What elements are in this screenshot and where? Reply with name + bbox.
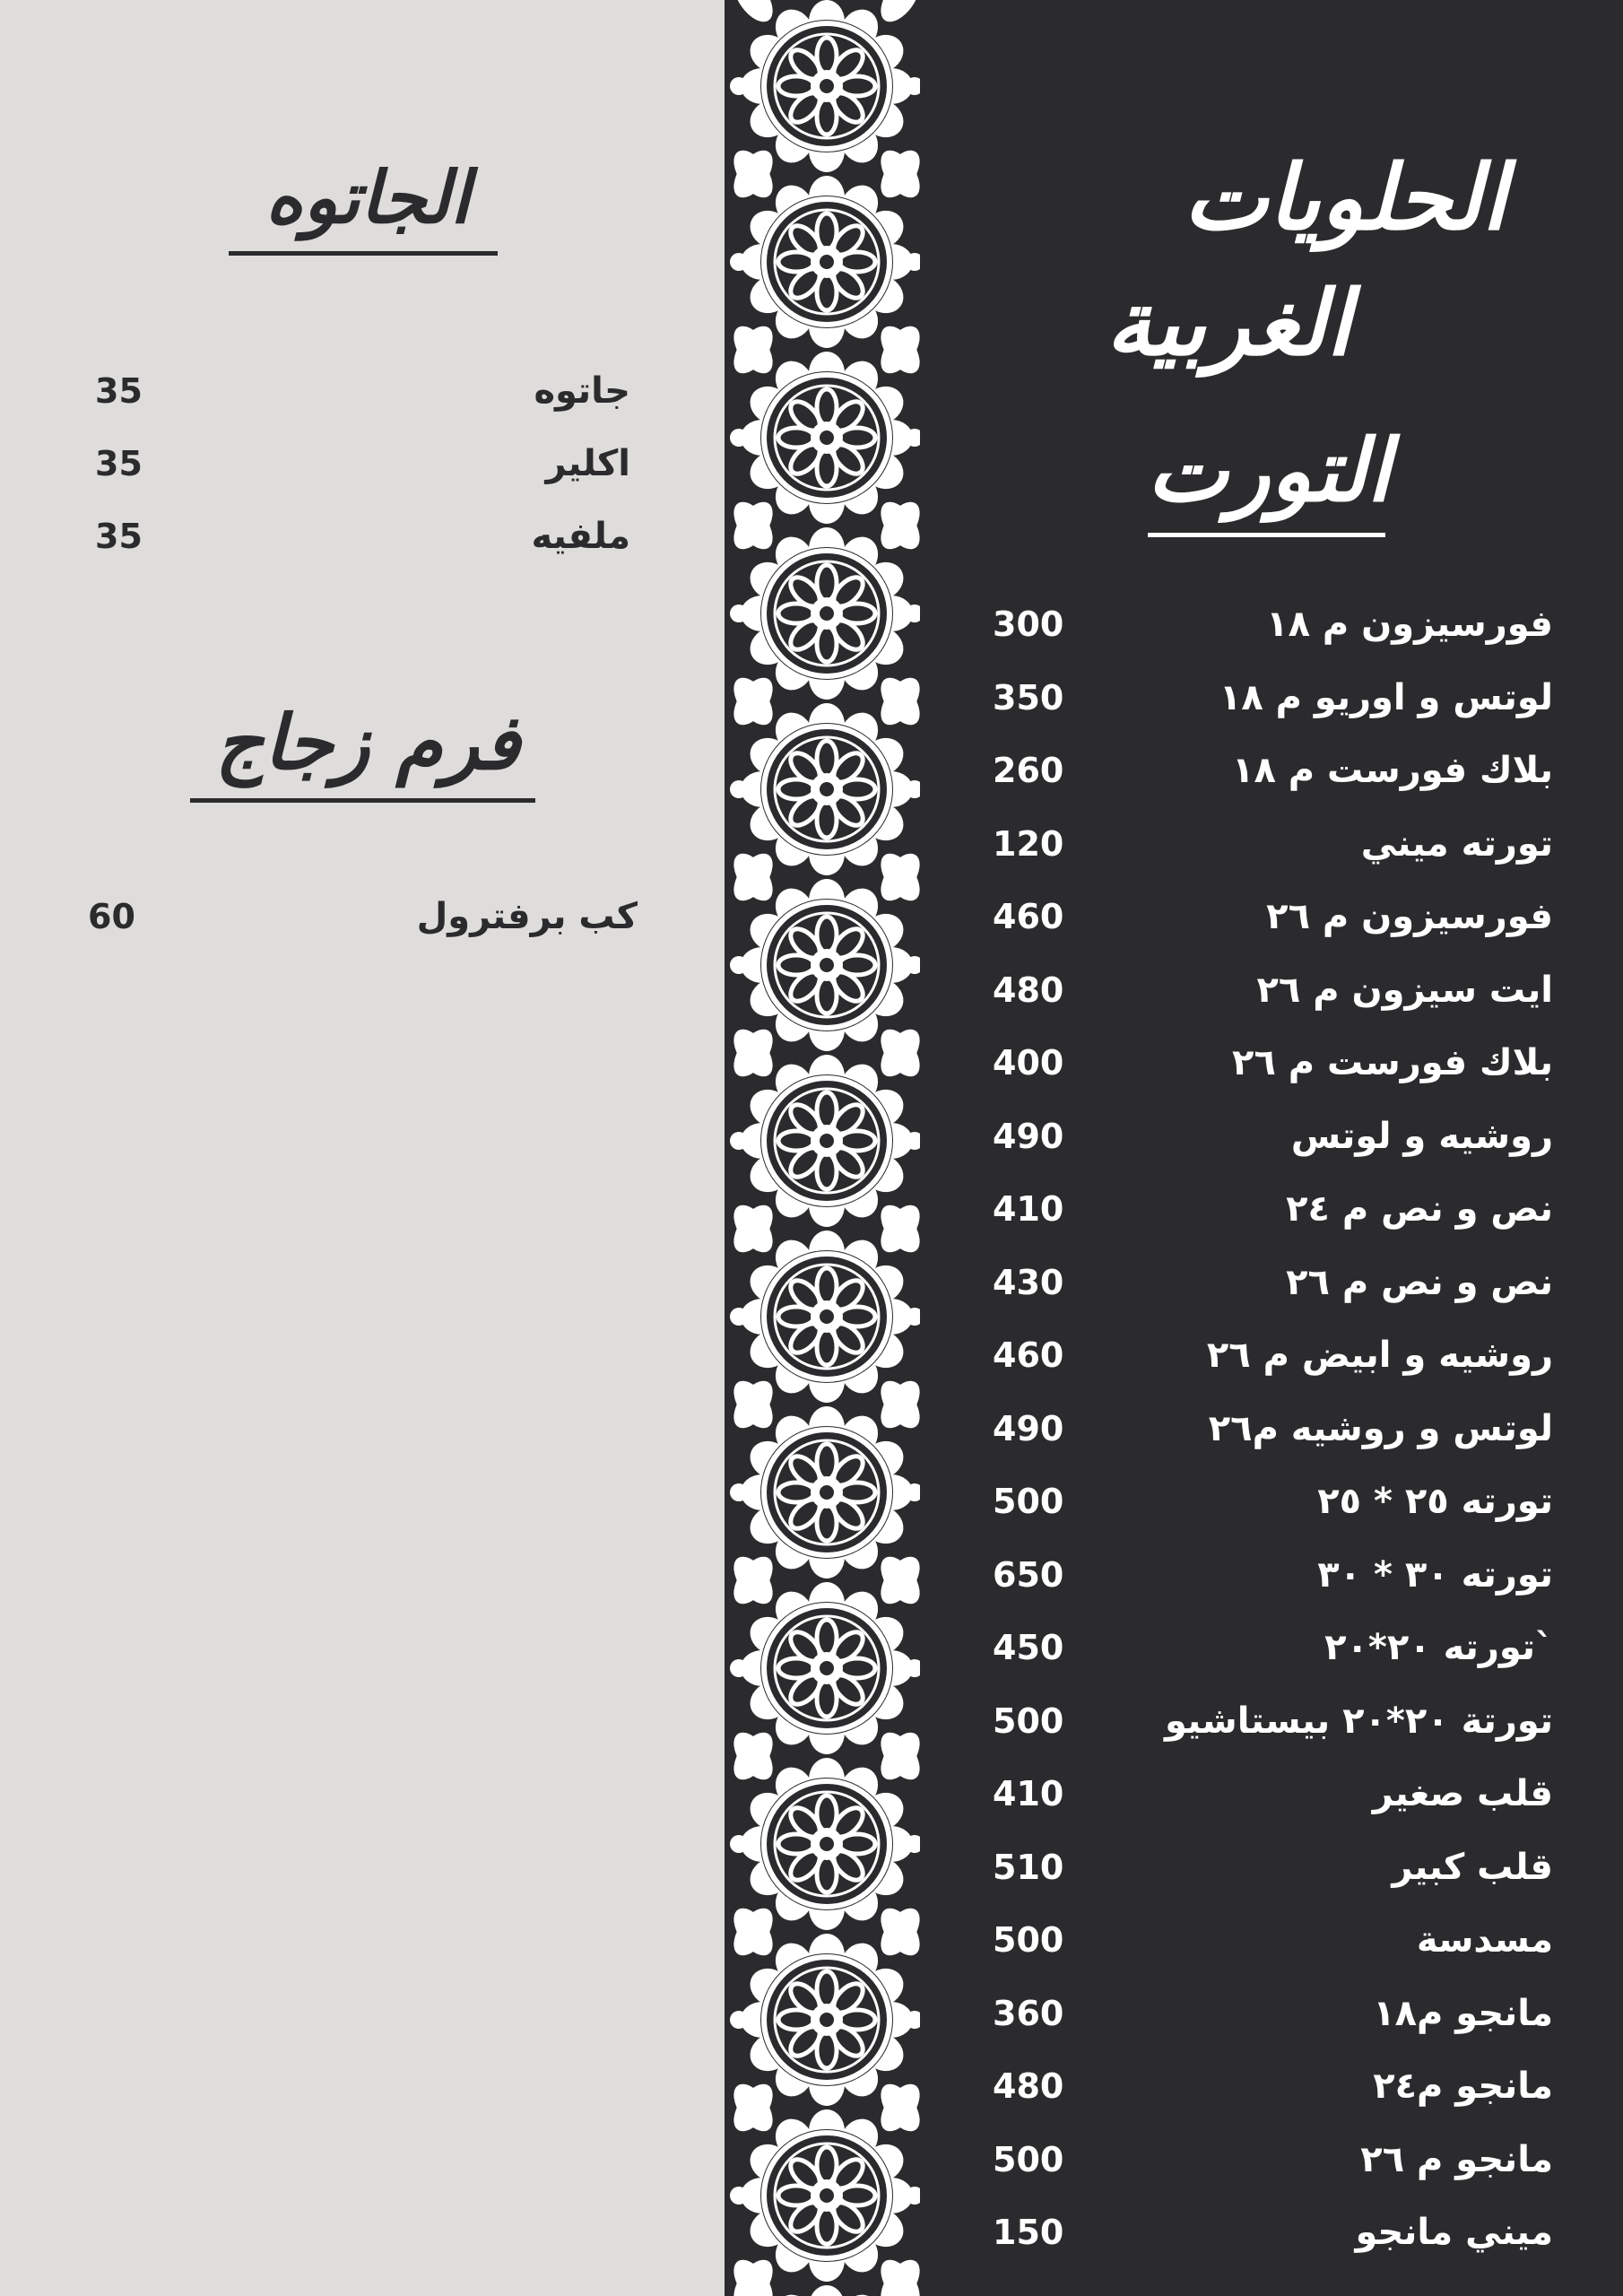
menu-item-name: لوتس و روشيه م٢٦ (1208, 1407, 1553, 1449)
menu-item-name: تورته ٢٥ * ٢٥ (1317, 1481, 1553, 1522)
menu-item-price: 650 (993, 1554, 1064, 1595)
menu-item-price: 350 (993, 677, 1064, 718)
menu-item-price: 120 (993, 823, 1064, 864)
menu-item-price: 500 (993, 1700, 1064, 1741)
menu-item-price: 410 (993, 1189, 1064, 1229)
glass-mold-heading: فرم زجاج (214, 698, 521, 787)
menu-item-name: بلاك فورست م ١٨ (1232, 750, 1553, 791)
mandala-ornament-icon (728, 2077, 920, 2296)
menu-item-price: 35 (95, 517, 143, 556)
tort-heading: التورت (1147, 420, 1391, 521)
menu-item-price: 460 (993, 1335, 1064, 1375)
menu-item-price: 410 (993, 1774, 1064, 1813)
title-line-1: الحلويات (1183, 144, 1506, 250)
ornamental-border (728, 0, 920, 2296)
menu-item-name: لوتس و اوريو م ١٨ (1219, 676, 1553, 718)
menu-item-name: روشيه و ابيض م ٢٦ (1206, 1335, 1553, 1376)
tort-heading-underline (1148, 533, 1385, 537)
menu-item-price: 35 (95, 444, 143, 483)
menu-item-price: 360 (993, 1993, 1064, 2033)
menu-item-name: بلاك فورست م ٢٦ (1232, 1042, 1553, 1083)
left-menu-panel (0, 0, 725, 2296)
menu-item-name: مانجو م١٨ (1373, 1992, 1553, 2034)
menu-item-price: 500 (993, 2139, 1064, 2179)
menu-item-price: 490 (993, 1116, 1064, 1156)
menu-item-price: 35 (95, 371, 143, 411)
menu-item-price: 480 (993, 970, 1064, 1010)
menu-item-name: جاتوه (534, 370, 630, 412)
menu-item-price: 60 (88, 897, 135, 936)
menu-item-name: ميني مانجو (1355, 2212, 1553, 2253)
menu-item-price: 480 (993, 2066, 1064, 2106)
menu-item-price: 460 (993, 897, 1064, 936)
glass-mold-heading-underline (190, 798, 535, 803)
menu-item-price: 260 (993, 751, 1064, 790)
menu-item-name: تورته ٣٠ * ٣٠ (1317, 1553, 1553, 1596)
menu-item-name: تورتة ٢٠*٢٠ بيستاشيو (1165, 1700, 1553, 1742)
menu-item-name: اكلير (545, 443, 630, 484)
menu-item-name: مانجو م ٢٦ (1360, 2138, 1553, 2180)
menu-item-name: روشيه و لوتس (1290, 1115, 1553, 1157)
menu-item-name: فورسيزون م ١٨ (1266, 604, 1553, 645)
menu-item-name: مانجو م٢٤ (1373, 2066, 1553, 2107)
menu-item-price: 500 (993, 1482, 1064, 1521)
menu-item-name: قلب صغير (1372, 1773, 1553, 1814)
menu-item-name: تورته ميني (1360, 822, 1553, 865)
menu-item-price: 400 (993, 1043, 1064, 1083)
menu-item-name: ملفيه (531, 516, 630, 557)
menu-item-price: 490 (993, 1408, 1064, 1448)
menu-item-name: فورسيزون م ٢٦ (1266, 896, 1553, 937)
menu-item-price: 510 (993, 1847, 1064, 1887)
gateau-heading-underline (229, 251, 498, 256)
menu-item-name: نص و نص م ٢٦ (1286, 1261, 1553, 1303)
menu-item-price: 300 (993, 604, 1064, 644)
title-line-2: الغربية (1106, 270, 1351, 376)
menu-item-name: كب برفترول (416, 896, 638, 937)
gateau-heading: الجاتوه (265, 155, 471, 239)
menu-item-price: 500 (993, 1920, 1064, 1960)
menu-item-price: 430 (993, 1262, 1064, 1302)
menu-item-name: قلب كبير (1392, 1846, 1553, 1888)
menu-item-name: مسدسة (1416, 1919, 1553, 1961)
menu-item-price: 150 (993, 2213, 1064, 2252)
menu-item-name: ايت سيزون م ٢٦ (1256, 969, 1553, 1011)
menu-item-name: `تورته ٢٠*٢٠ (1324, 1627, 1553, 1668)
menu-item-price: 450 (993, 1628, 1064, 1667)
menu-item-name: نص و نص م ٢٤ (1286, 1188, 1553, 1230)
